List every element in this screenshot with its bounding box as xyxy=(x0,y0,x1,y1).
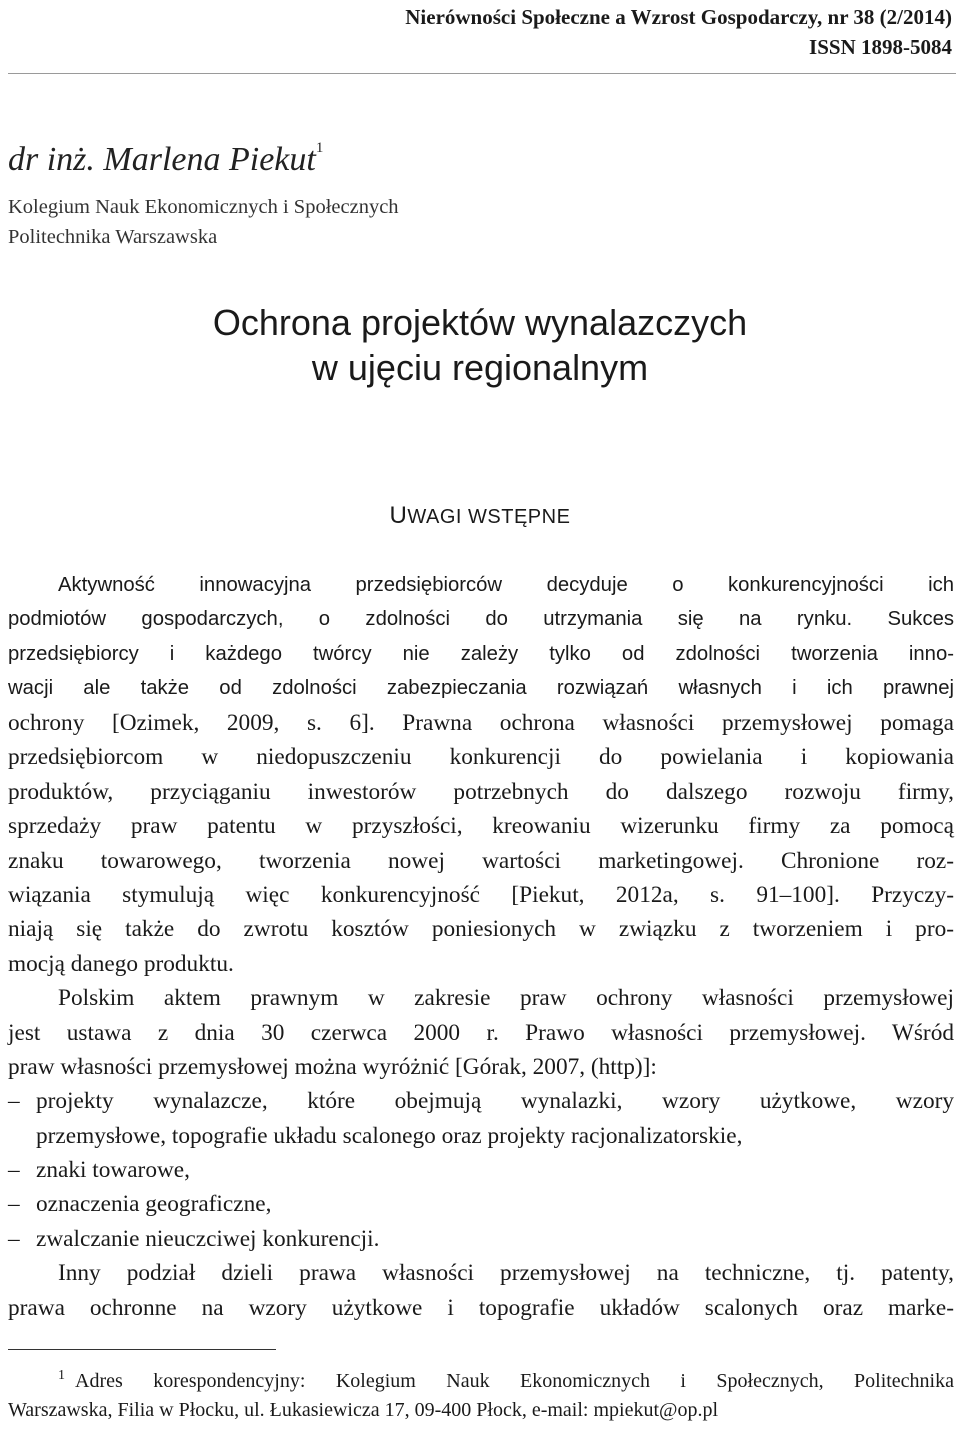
list-item-text: oznaczenia geograficzne, xyxy=(36,1191,272,1218)
section-heading-cap: U xyxy=(389,502,408,529)
article-title xyxy=(0,300,960,390)
list-item-text: projekty wynalazcze, które obejmują wynalazki, wzory użytkowe, wzory xyxy=(36,1088,954,1115)
body-line: prawa ochronne na wzory użytkowe i topografie układów scalonych oraz marke- xyxy=(8,1294,954,1321)
author-footnote-mark: 1 xyxy=(315,140,324,156)
footnote-rule xyxy=(8,1349,276,1350)
body-line: jest ustawa z dnia 30 czerwca 2000 r. Prawo własności przemysłowej. Wśród xyxy=(8,1019,954,1046)
body-line: wacji ale także od zdolności zabezpieczania rozwiązań własnych i ich prawnej xyxy=(8,677,954,700)
list-item-line xyxy=(8,1187,954,1221)
body-line: Polskim aktem prawnym w zakresie praw ochrony własności przemysłowej xyxy=(58,985,954,1012)
body-line: ochrony [Ozimek, 2009, s. 6]. Prawna ochrona własności przemysłowej pomaga xyxy=(8,710,954,736)
list-item-line xyxy=(8,1222,954,1256)
body-line: sprzedaży praw patentu w przyszłości, kreowaniu wizerunku firmy za pomocą xyxy=(8,813,954,840)
body-line: wiązania stymulują więc konkurencyjność [Piekut, 2012a, s. 91–100]. Przyczy- xyxy=(8,881,954,908)
body-line: Aktywność innowacyjna przedsiębiorców decyduje o konkurencyjności ich xyxy=(58,574,954,596)
author-name: dr inż. Marlena Piekut xyxy=(8,141,316,178)
list-item-line xyxy=(8,1153,954,1187)
footnote xyxy=(8,1360,954,1429)
title-line-2: w ujęciu regionalnym xyxy=(311,347,649,388)
body-line: praw własności przemysłowej można wyróżnić [Górak, 2007, (http)]: xyxy=(8,1053,657,1080)
title-line-1: Ochrona projektów wynalazczych xyxy=(212,302,748,343)
section-heading xyxy=(0,502,960,530)
affiliation-line-2: Politechnika Warszawska xyxy=(8,226,218,248)
body-text-serif xyxy=(8,706,954,1325)
body-line: przedsiębiorcy i każdego twórcy nie zależy tylko od zdolności tworzenia inno- xyxy=(8,642,954,665)
paragraph-1-sans xyxy=(8,568,954,706)
body-line: Inny podział dzieli prawa własności przemysłowej na techniczne, tj. patenty, xyxy=(58,1260,954,1287)
journal-title: Nierówności Społeczne a Wzrost Gospodarczy, nr 38 (2/2014) xyxy=(405,5,952,29)
footnote-line-2: Warszawska, Filia w Płocku, ul. Łukasiewicza 17, 09-400 Płock, e-mail: mpiekut@op.pl xyxy=(8,1399,718,1422)
list-dash: – xyxy=(8,1191,20,1218)
list-dash: – xyxy=(8,1157,20,1184)
list-dash: – xyxy=(8,1088,20,1115)
body-line: mocją danego produktu. xyxy=(8,950,234,977)
running-header xyxy=(405,0,952,62)
list-item-text: zwalczanie nieuczciwej konkurencji. xyxy=(36,1225,380,1252)
footnote-number: 1 xyxy=(58,1368,65,1383)
affiliation-line-1: Kolegium Nauk Ekonomicznych i Społecznych xyxy=(8,196,399,218)
list-item-line xyxy=(8,1119,954,1153)
footnote-text-1: Adres korespondencyjny: Kolegium Nauk Ekonomicznych i Społecznych, Politechnika xyxy=(75,1370,954,1392)
footnote-line-1 xyxy=(8,1360,954,1394)
author-name-block xyxy=(8,140,323,179)
header-rule xyxy=(8,73,956,74)
issn: ISSN 1898-5084 xyxy=(809,35,952,59)
list-item-text: przemysłowe, topografie układu scalonego oraz projekty racjonalizatorskie, xyxy=(36,1122,743,1149)
list-item-line xyxy=(8,1084,954,1118)
body-line: przedsiębiorcom w niedopuszczeniu konkurencji do powielania i kopiowania xyxy=(8,744,954,771)
body-line: podmiotów gospodarczych, o zdolności do utrzymania się na rynku. Sukces xyxy=(8,608,954,631)
list-dash: – xyxy=(8,1225,20,1252)
body-line: znaku towarowego, tworzenia nowej wartości marketingowej. Chronione roz- xyxy=(8,847,954,874)
list-item-text: znaki towarowe, xyxy=(36,1157,190,1184)
body-line: produktów, przyciąganiu inwestorów potrzebnych do dalszego rozwoju firmy, xyxy=(8,778,954,805)
section-heading-rest: WAGI WSTĘPNE xyxy=(407,506,571,528)
body-line: niają się także do zwrotu kosztów poniesionych w związku z tworzeniem i pro- xyxy=(8,916,954,943)
